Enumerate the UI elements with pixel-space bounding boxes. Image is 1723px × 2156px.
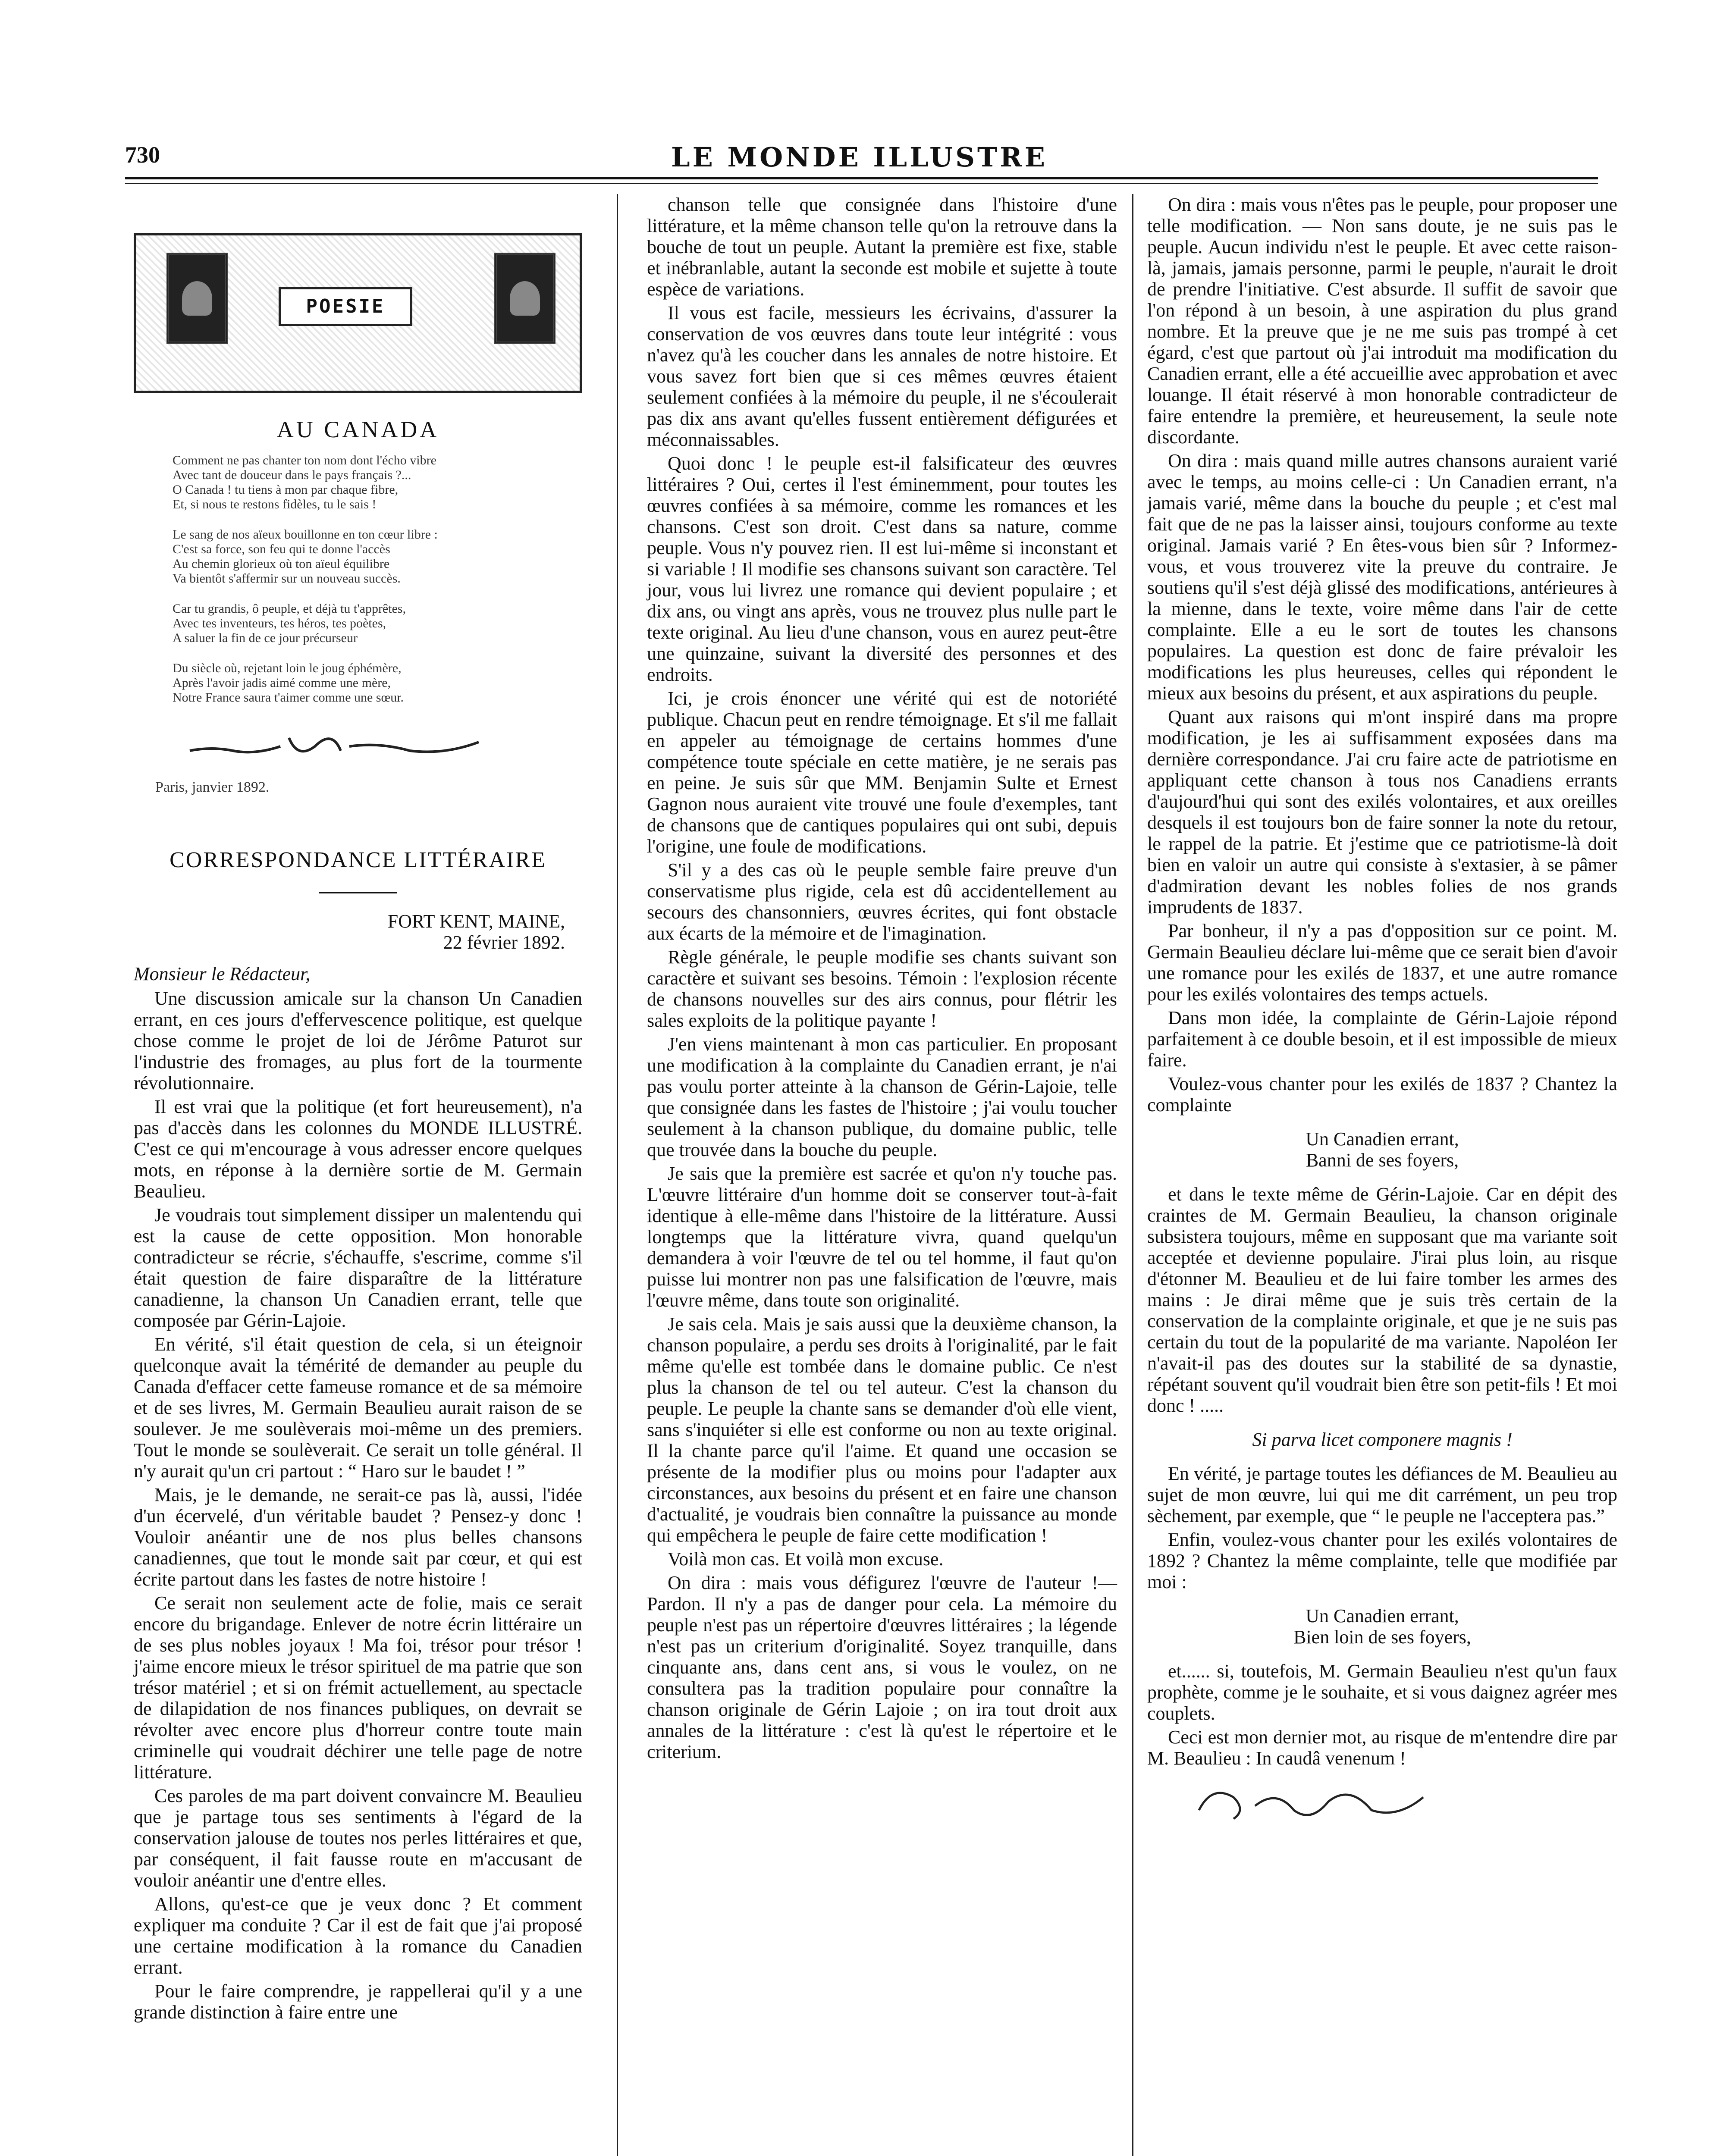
poem-line: Au chemin glorieux où ton aïeul équilibre — [173, 557, 390, 571]
page-header — [125, 141, 1594, 173]
paragraph: Règle générale, le peuple modifie ses chants suivant son caractère et suivant ses besoins. Témoin : l'explosion récente de chansons nouvelles sur des airs connus, pour flétrir les sales exploits de la politique payante ! — [647, 946, 1117, 1031]
poem-date: Paris, janvier 1892. — [155, 779, 270, 795]
paragraph: Mais, je le demande, ne serait-ce pas là, aussi, l'idée d'un écervelé, d'un véritable baudet ? Pensez-y donc ! Vouloir anéantir une de nos plus belles chansons canadiennes, que tout le monde sait par cœur, et qui est écrite partout dans les fastes de notre histoire ! — [134, 1484, 582, 1590]
paragraph: Ces paroles de ma part doivent convaincre M. Beaulieu que je partage tous ses sentiments à l'égard de la conservation jalouse de toutes nos perles littéraires et que, par conséquent, il fait fausse route en m'accusant de vouloir anéantir une d'entre elles. — [134, 1785, 582, 1891]
poem-line: Notre France saura t'aimer comme une sœur. — [173, 690, 404, 705]
paragraph: Quoi donc ! le peuple est-il falsificateur des œuvres littéraires ? Oui, certes il l'est éminemment, pour toutes les œuvres confiées à sa mémoire, comme les romances et les chansons. C'est son droit. C'est dans sa nature, comme peuple. Vous n'y pouvez rien. Il est lui-même si inconstant et si variable ! Il modifie ses chansons suivant son caractère. Tel jour, vous lui livrez une romance qui devient populaire ; et dix ans, ou vingt ans après, vous ne trouvez plus nulle part le texte original. Au lieu d'une chanson, vous en aurez peut-être une quinzaine, suivant la diversité des personnes et des endroits. — [647, 453, 1117, 685]
song-quote-1 — [1147, 1128, 1617, 1171]
paragraph: chanson telle que consignée dans l'histoire d'une littérature, et la même chanson telle qu'on la retrouve dans la bouche de tout un peuple. Autant la première est fixe, stable et inébranlable, autant la seconde est mobile et sujette à toute espèce de variations. — [647, 194, 1117, 300]
article-body-col3b — [1147, 1184, 1617, 1416]
paragraph: J'en viens maintenant à mon cas particulier. En proposant une modification à la complainte du Canadien errant, je n'ai pas voulu porter atteinte à la chanson de Gérin-Lajoie, telle que consignée dans les fastes de l'histoire ; j'ai voulu toucher seulement à la chanson publique, du domaine public, telle que trouvée dans la bouche du peuple. — [647, 1034, 1117, 1160]
paragraph: Pour le faire comprendre, je rappellerai qu'il y a une grande distinction à faire entre une — [134, 1981, 582, 2023]
poem-line: C'est sa force, son feu qui te donne l'accès — [173, 542, 390, 556]
page-number: 730 — [125, 142, 160, 168]
paragraph: Je sais cela. Mais je sais aussi que la deuxième chanson, la chanson populaire, a perdu ses droits à l'originalité, par le fait même qu'elle est tombée dans le domaine public. Ce n'est plus la chanson de tel ou tel auteur. C'est la chanson du peuple. Le peuple la chante sans se demander d'où elle vient, sans s'inquiéter si elle est conforme ou non au texte original. Il la chante parce qu'il l'aime. Et quand une occasion se présente de la modifier plus ou moins pour l'adapter aux circonstances, aux besoins du présent et en faire une chanson d'actualité, je voudrais bien connaître la puissance au monde qui empêchera le peuple de faire cette modification ! — [647, 1313, 1117, 1546]
paragraph: On dira : mais vous défigurez l'œuvre de l'auteur !— Pardon. Il n'y a pas de danger pour cela. La mémoire du peuple n'est pas un répertoire d'œuvres littéraires ; la légende n'est pas un criterium d'originalité. Soyez tranquille, dans cinquante ans, dans cent ans, si vous le voulez, on ne consultera pas la tradition populaire pour connaître la chanson originale de Gérin Lajoie ; on ira tout droit aux annales de la littérature : c'est là qu'est le répertoire et le criterium. — [647, 1572, 1117, 1762]
poem-stanza — [173, 453, 582, 512]
paragraph: Allons, qu'est-ce que je veux donc ? Et comment expliquer ma conduite ? Car il est de fait que j'ai proposé une certaine modification à la romance du Canadien errant. — [134, 1893, 582, 1978]
paragraph: Je voudrais tout simplement dissiper un malentendu qui est la cause de cette opposition. Mon honorable contradicteur se récrie, s'échauffe, s'escrime, comme s'il était question de faire disparaître de la littérature canadienne, la chanson Un Canadien errant, telle que composée par Gérin-Lajoie. — [134, 1204, 582, 1331]
poetry-banner — [134, 233, 582, 393]
column-1 — [134, 194, 582, 2025]
poem-title: AU CANADA — [276, 417, 439, 442]
title-rule — [319, 892, 397, 893]
paragraph: Voulez-vous chanter pour les exilés de 1837 ? Chantez la complainte — [1147, 1073, 1617, 1116]
ornament-left — [166, 253, 228, 344]
column-divider — [1132, 194, 1133, 2156]
paragraph: Ici, je crois énoncer une vérité qui est de notoriété publique. Chacun peut en rendre témoignage. Et s'il me fallait en appeler au témoignage de certains hommes d'une compétence toute spéciale en cette matière, je ne serais pas en peine. Je suis sûr que MM. Benjamin Sulte et Ernest Gagnon nous auraient vite trouvé une foule d'exemples, tant de chansons que de cantiques populaires qui ont subi, depuis l'origine, une foule de modifications. — [647, 688, 1117, 857]
poetry-banner-label: POESIE — [279, 287, 412, 326]
author-signature — [1147, 1771, 1617, 1836]
quote-line: Banni de ses foyers, — [1306, 1150, 1459, 1171]
paragraph: Il vous est facile, messieurs les écrivains, d'assurer la conservation de vos œuvres dans toute leur intégrité : vous n'avez qu'à les coucher dans les annales de notre histoire. Et vous savez fort bien que si ces mêmes œuvres étaient seulement confiées à la mémoire du peuple, il ne s'écoulerait pas dix ans avant qu'elles fussent entièrement défigurées et méconnaissables. — [647, 302, 1117, 450]
song-quote-2 — [1147, 1605, 1617, 1648]
poem-line: Après l'avoir jadis aimé comme une mère, — [173, 676, 391, 690]
paragraph: Une discussion amicale sur la chanson Un Canadien errant, en ces jours d'effervescence politique, est quelque chose comme le projet de loi de Jérôme Paturot sur l'industrie des fromages, au plus fort de la tourmente révolutionnaire. — [134, 988, 582, 1094]
salutation: Monsieur le Rédacteur, — [134, 963, 311, 984]
paragraph: et...... si, toutefois, M. Germain Beaulieu n'est qu'un faux prophète, comme je le souhaite, et si vous daignez agréer mes couplets. — [1147, 1661, 1617, 1724]
latin-motto: Si parva licet componere magnis ! — [1252, 1429, 1513, 1450]
poem-stanza — [173, 661, 582, 705]
poem-body — [134, 453, 582, 705]
article-body-col1 — [134, 988, 582, 2023]
dateline-place: FORT KENT, MAINE, — [387, 911, 565, 932]
poem-line: Avec tes inventeurs, tes héros, tes poètes, — [173, 616, 386, 630]
poem-stanza — [173, 602, 582, 646]
paragraph: et dans le texte même de Gérin-Lajoie. Car en dépit des craintes de M. Germain Beaulieu, la chanson originale subsistera toujours, même en supposant que ma variante soit acceptée et devienne populaire. J'irai plus loin, au risque d'étonner M. Beaulieu et de lui faire tomber les armes des mains : Je dirai même que je suis très certain de la conservation de la complainte originale, et que je ne suis pas certain du tout de la popularité de ma variante. Napoléon Ier n'avait-il pas des doutes sur la stabilité de sa dynastie, répétant souvent qu'il voudrait bien être son petit-fils ! Et moi donc ! ..... — [1147, 1184, 1617, 1416]
poem-line: Le sang de nos aïeux bouillonne en ton cœur libre : — [173, 527, 438, 542]
paragraph: Il est vrai que la politique (et fort heureusement), n'a pas d'accès dans les colonnes du MONDE ILLUSTRÉ. C'est ce qui m'encourage à vous adresser encore quelques mots, en réponse à la dernière sortie de M. Germain Beaulieu. — [134, 1096, 582, 1202]
article-body-col3c — [1147, 1463, 1617, 1592]
poem-line: Et, si nous te restons fidèles, tu le sais ! — [173, 497, 377, 511]
paragraph: En vérité, s'il était question de cela, si un éteignoir quelconque avait la témérité de demander au peuple du Canada d'effacer cette fameuse romance et de sa mémoire et de ses livres, M. Germain Beaulieu aurait raison de se soulever. Je me soulèverais moi-même un des premiers. Tout le monde se soulèverait. Ce serait un tolle général. Il n'y aurait qu'un cri partout : “ Haro sur le baudet ! ” — [134, 1334, 582, 1482]
paragraph: Ce serait non seulement acte de folie, mais ce serait encore du brigandage. Enlever de notre écrin littéraire un de ses plus nobles joyaux ! Ma foi, trésor pour trésor ! j'aime encore mieux le trésor spirituel de ma patrie que son trésor matériel ; et si on frémit actuellement, au spectacle de dilapidation de nos finances publiques, on devrait se révolter avec encore plus d'horreur contre toute main criminelle qui voudrait déchirer une telle page de notre littérature. — [134, 1592, 582, 1783]
quote-line: Un Canadien errant, — [1306, 1605, 1459, 1626]
paragraph: En vérité, je partage toutes les défiances de M. Beaulieu au sujet de mon œuvre, lui qui me dit carrément, un peu trop sèchement, par exemple, que “ le peuple ne l'acceptera pas.” — [1147, 1463, 1617, 1526]
section-title: CORRESPONDANCE LITTÉRAIRE — [169, 848, 546, 872]
paragraph: Enfin, voulez-vous chanter pour les exilés volontaires de 1892 ? Chantez la même complainte, telle que modifiée par moi : — [1147, 1529, 1617, 1592]
article-body-col3a — [1147, 194, 1617, 1116]
article-body-col2 — [647, 194, 1117, 1765]
paragraph: Je sais que la première est sacrée et qu'on n'y touche pas. L'œuvre littéraire d'un homme doit se conserver tout-à-fait identique à elle-même dans l'histoire de la littérature. Aussi longtemps que la littérature vivra, quand quelqu'un demandera à voir l'œuvre de tel ou tel homme, il faut qu'on puisse lui montrer non pas une falsification de l'œuvre, mais l'œuvre même, dans toute son originalité. — [647, 1163, 1117, 1311]
poem-line: Comment ne pas chanter ton nom dont l'écho vibre — [173, 453, 436, 467]
paragraph: Ceci est mon dernier mot, au risque de m'entendre dire par M. Beaulieu : In caudâ venenum ! — [1147, 1727, 1617, 1769]
column-3 — [1147, 194, 1617, 1836]
header-rule — [125, 177, 1598, 179]
article-body-col3d — [1147, 1661, 1617, 1769]
quote-line: Bien loin de ses foyers, — [1293, 1626, 1471, 1648]
quote-line: Un Canadien errant, — [1306, 1128, 1459, 1150]
paragraph: On dira : mais quand mille autres chansons auraient varié avec le temps, au moins celle-ci : Un Canadien errant, n'a jamais varié, même dans la bouche du peuple ; et c'est mal fait que de ne pas la laisser ainsi, toujours conforme au texte original. Jamais varié ? En êtes-vous bien sûr ? Informez-vous, et vous trouverez vite la preuve du contraire. Je soutiens qu'il s'est déjà glissé des modifications, antérieures à la mienne, dans le texte, voire même dans l'air de cette complainte. Elle a eu le sort de toutes les chansons populaires. La question est donc de faire prévaloir les modifications les plus heureuses, celles qui répondent le mieux aux besoins du présent, et aux aspirations du peuple. — [1147, 450, 1617, 704]
poem-line: O Canada ! tu tiens à mon par chaque fibre, — [173, 483, 399, 497]
poem-stanza — [173, 527, 582, 586]
paragraph: Dans mon idée, la complainte de Gérin-Lajoie répond parfaitement à ce double besoin, et il est impossible de mieux faire. — [1147, 1007, 1617, 1071]
paragraph: Par bonheur, il n'y a pas d'opposition sur ce point. M. Germain Beaulieu déclare lui-même que ce serait bien d'avoir une romance pour les exilés de 1837, et une autre romance pour les exilés volontaires des temps actuels. — [1147, 920, 1617, 1005]
masthead: LE MONDE ILLUSTRE — [671, 141, 1048, 173]
header-rule-thin — [125, 183, 1598, 184]
paragraph: Voilà mon cas. Et voilà mon excuse. — [668, 1548, 944, 1570]
poem-line: Du siècle où, rejetant loin le joug éphémère, — [173, 661, 402, 675]
paragraph: S'il y a des cas où le peuple semble faire preuve d'un conservatisme plus rigide, cela est dû accidentellement au secours des chansonniers, œuvres écrites, qui font obstacle aux écarts de la mémoire et de l'imagination. — [647, 859, 1117, 944]
paragraph: On dira : mais vous n'êtes pas le peuple, pour proposer une telle modification. — Non sans doute, je ne suis pas le peuple. Aucun individu n'est le peuple. Et avec cette raison-là, jamais, jamais personne, parmi le peuple, n'aurait le droit de prendre l'initiative. C'est absurde. Il suffit de savoir que l'on répond à un besoin, à une aspiration du plus grand nombre. Et la preuve que je ne me suis pas trompé à cet égard, c'est que partout où j'ai introduit ma modification du Canadien errant, elle a été accueillie avec approbation et avec louange. Il était réservé à mon honorable contradicteur de faire entendre la première, et heureusement, la seule note discordante. — [1147, 194, 1617, 448]
paragraph: Quant aux raisons qui m'ont inspiré dans ma propre modification, je les ai suffisamment exposées dans ma dernière correspondance. J'ai cru faire acte de patriotisme en appliquant cette chanson à tous nos Canadiens errants d'aujourd'hui qui sont des exilés volontaires, et aux oreilles desquels il est toujours bon de faire sonner la note du retour, le rappel de la patrie. Et j'estime que ce patriotisme-là doit bien en valoir un autre qui consiste à s'extasier, à se pâmer d'admiration devant les nobles folies de nos grands imprudents de 1837. — [1147, 706, 1617, 918]
poem-line: Va bientôt s'affermir sur un nouveau succès. — [173, 571, 401, 586]
ornament-right — [494, 253, 556, 344]
poem-line: A saluer la fin de ce jour précurseur — [173, 631, 358, 645]
column-divider — [617, 194, 618, 2156]
poem-signature — [185, 721, 582, 768]
poem-line: Car tu grandis, ô peuple, et déjà tu t'apprêtes, — [173, 602, 406, 616]
poem-line: Avec tant de douceur dans le pays français ?... — [173, 468, 411, 482]
dateline-date: 22 février 1892. — [443, 932, 565, 953]
